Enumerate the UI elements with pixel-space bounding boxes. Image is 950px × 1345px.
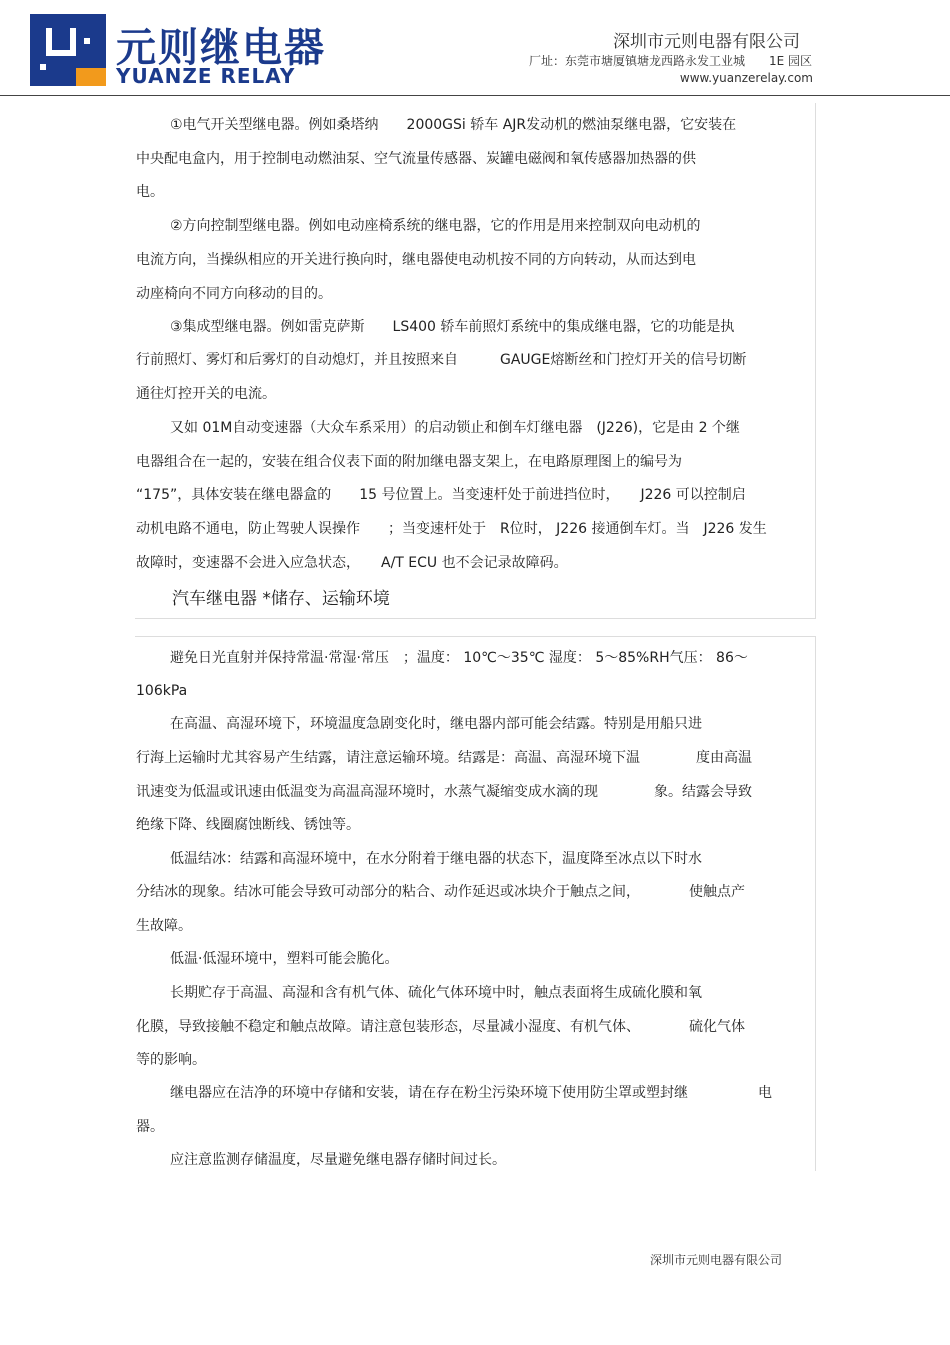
paragraph-line: 生故障。 [136,918,192,934]
paragraph-line: 又如 01M自动变速器（大众车系采用）的启动锁止和倒车灯继电器 (J226)，它是由 2 个继 [170,420,740,436]
paragraph-line: 讯速变为低温或讯速由低温变为高温高湿环境时，水蒸气凝缩变成水滴的现 象。结露会导致 [136,784,752,800]
logo-mark [30,14,106,86]
header-website: www.yuanzerelay.com [679,71,813,85]
header-divider [0,95,950,96]
section-heading: 汽车继电器 *储存、运输环境 [172,589,390,609]
footer-company-name: 深圳市元则电器有限公司 [650,1253,783,1267]
paragraph-line: 106kPa [136,683,188,699]
section1-right-border [815,103,816,618]
paragraph-line: 通往灯控开关的电流。 [136,386,276,402]
paragraph-line: ①电气开关型继电器。例如桑塔纳 2000GSi 轿车 AJR发动机的燃油泵继电器，它安装在 [170,117,737,133]
section2-top-border [135,636,816,637]
paragraph-line: 动座椅向不同方向移动的目的。 [136,286,332,302]
paragraph-line: “175”，具体安装在继电器盒的 15 号位置上。当变速杆处于前进挡位时， J226 可以控制启 [136,487,746,503]
paragraph-line: 分结冰的现象。结冰可能会导致可动部分的粘合、动作延迟或冰块介于触点之间， 使触点产 [136,884,745,900]
paragraph-line: 化膜，导致接触不稳定和触点故障。请注意包装形态，尽量减小湿度、有机气体、 硫化气体 [136,1019,745,1035]
paragraph-line: 等的影响。 [136,1052,206,1068]
paragraph-line: 避免日光直射并保持常温·常湿·常压 ；温度： 10℃～35℃ 湿度： 5～85%RH气压： 86～ [170,650,748,666]
paragraph-line: 继电器应在洁净的环境中存储和安装，请在存在粉尘污染环境下使用防尘罩或塑封继 电 [170,1085,772,1101]
paragraph-line: 电器组合在一起的，安装在组合仪表下面的附加继电器支架上，在电路原理图上的编号为 [136,454,682,470]
paragraph-line: 电流方向，当操纵相应的开关进行换向时，继电器使电动机按不同的方向转动，从而达到电 [136,252,696,268]
paragraph-line: 电。 [136,184,164,200]
paragraph-line: 低温结冰：结露和高湿环境中，在水分附着于继电器的状态下，温度降至冰点以下时水 [170,851,702,867]
paragraph-line: 低温·低湿环境中，塑料可能会脆化。 [170,951,399,967]
paragraph-line: 中央配电盒内，用于控制电动燃油泵、空气流量传感器、炭罐电磁阀和氧传感器加热器的供 [136,151,696,167]
paragraph-line: 动机电路不通电，防止驾驶人误操作 ；当变速杆处于 R位时， J226 接通倒车灯。当 J226 发生 [136,521,767,537]
paragraph-line: 绝缘下降、线圈腐蚀断线、锈蚀等。 [136,817,360,833]
paragraph-line: ③集成型继电器。例如雷克萨斯 LS400 轿车前照灯系统中的集成继电器，它的功能是执 [170,319,735,335]
paragraph-line: 行海上运输时尤其容易产生结露，请注意运输环境。结露是：高温、高湿环境下温 度由高温 [136,750,752,766]
paragraph-line: 应注意监测存储温度，尽量避免继电器存储时间过长。 [170,1152,506,1168]
paragraph-line: 故障时，变速器不会进入应急状态， A/T ECU 也不会记录故障码。 [136,555,568,571]
header-company-name: 深圳市元则电器有限公司 [613,32,800,52]
logo-english-text: YUANZE RELAY [116,64,296,88]
paragraph-line: 行前照灯、雾灯和后雾灯的自动熄灯，并且按照来自 GAUGE熔断丝和门控灯开关的信号切断 [136,352,747,368]
paragraph-line: 器。 [136,1119,164,1135]
paragraph-line: 在高温、高湿环境下，环境温度急剧变化时，继电器内部可能会结露。特别是用船只进 [170,716,702,732]
paragraph-line: ②方向控制型继电器。例如电动座椅系统的继电器，它的作用是用来控制双向电动机的 [170,218,701,234]
logo-chinese-text: 元则继电器 [116,25,326,71]
section1-bottom-border [135,618,816,619]
paragraph-line: 长期贮存于高温、高湿和含有机气体、硫化气体环境中时，触点表面将生成硫化膜和氧 [170,985,702,1001]
section2-right-border [815,636,816,1171]
header-address: 厂址：东莞市塘厦镇塘龙西路永发工业城 1E 园区 [528,54,812,68]
